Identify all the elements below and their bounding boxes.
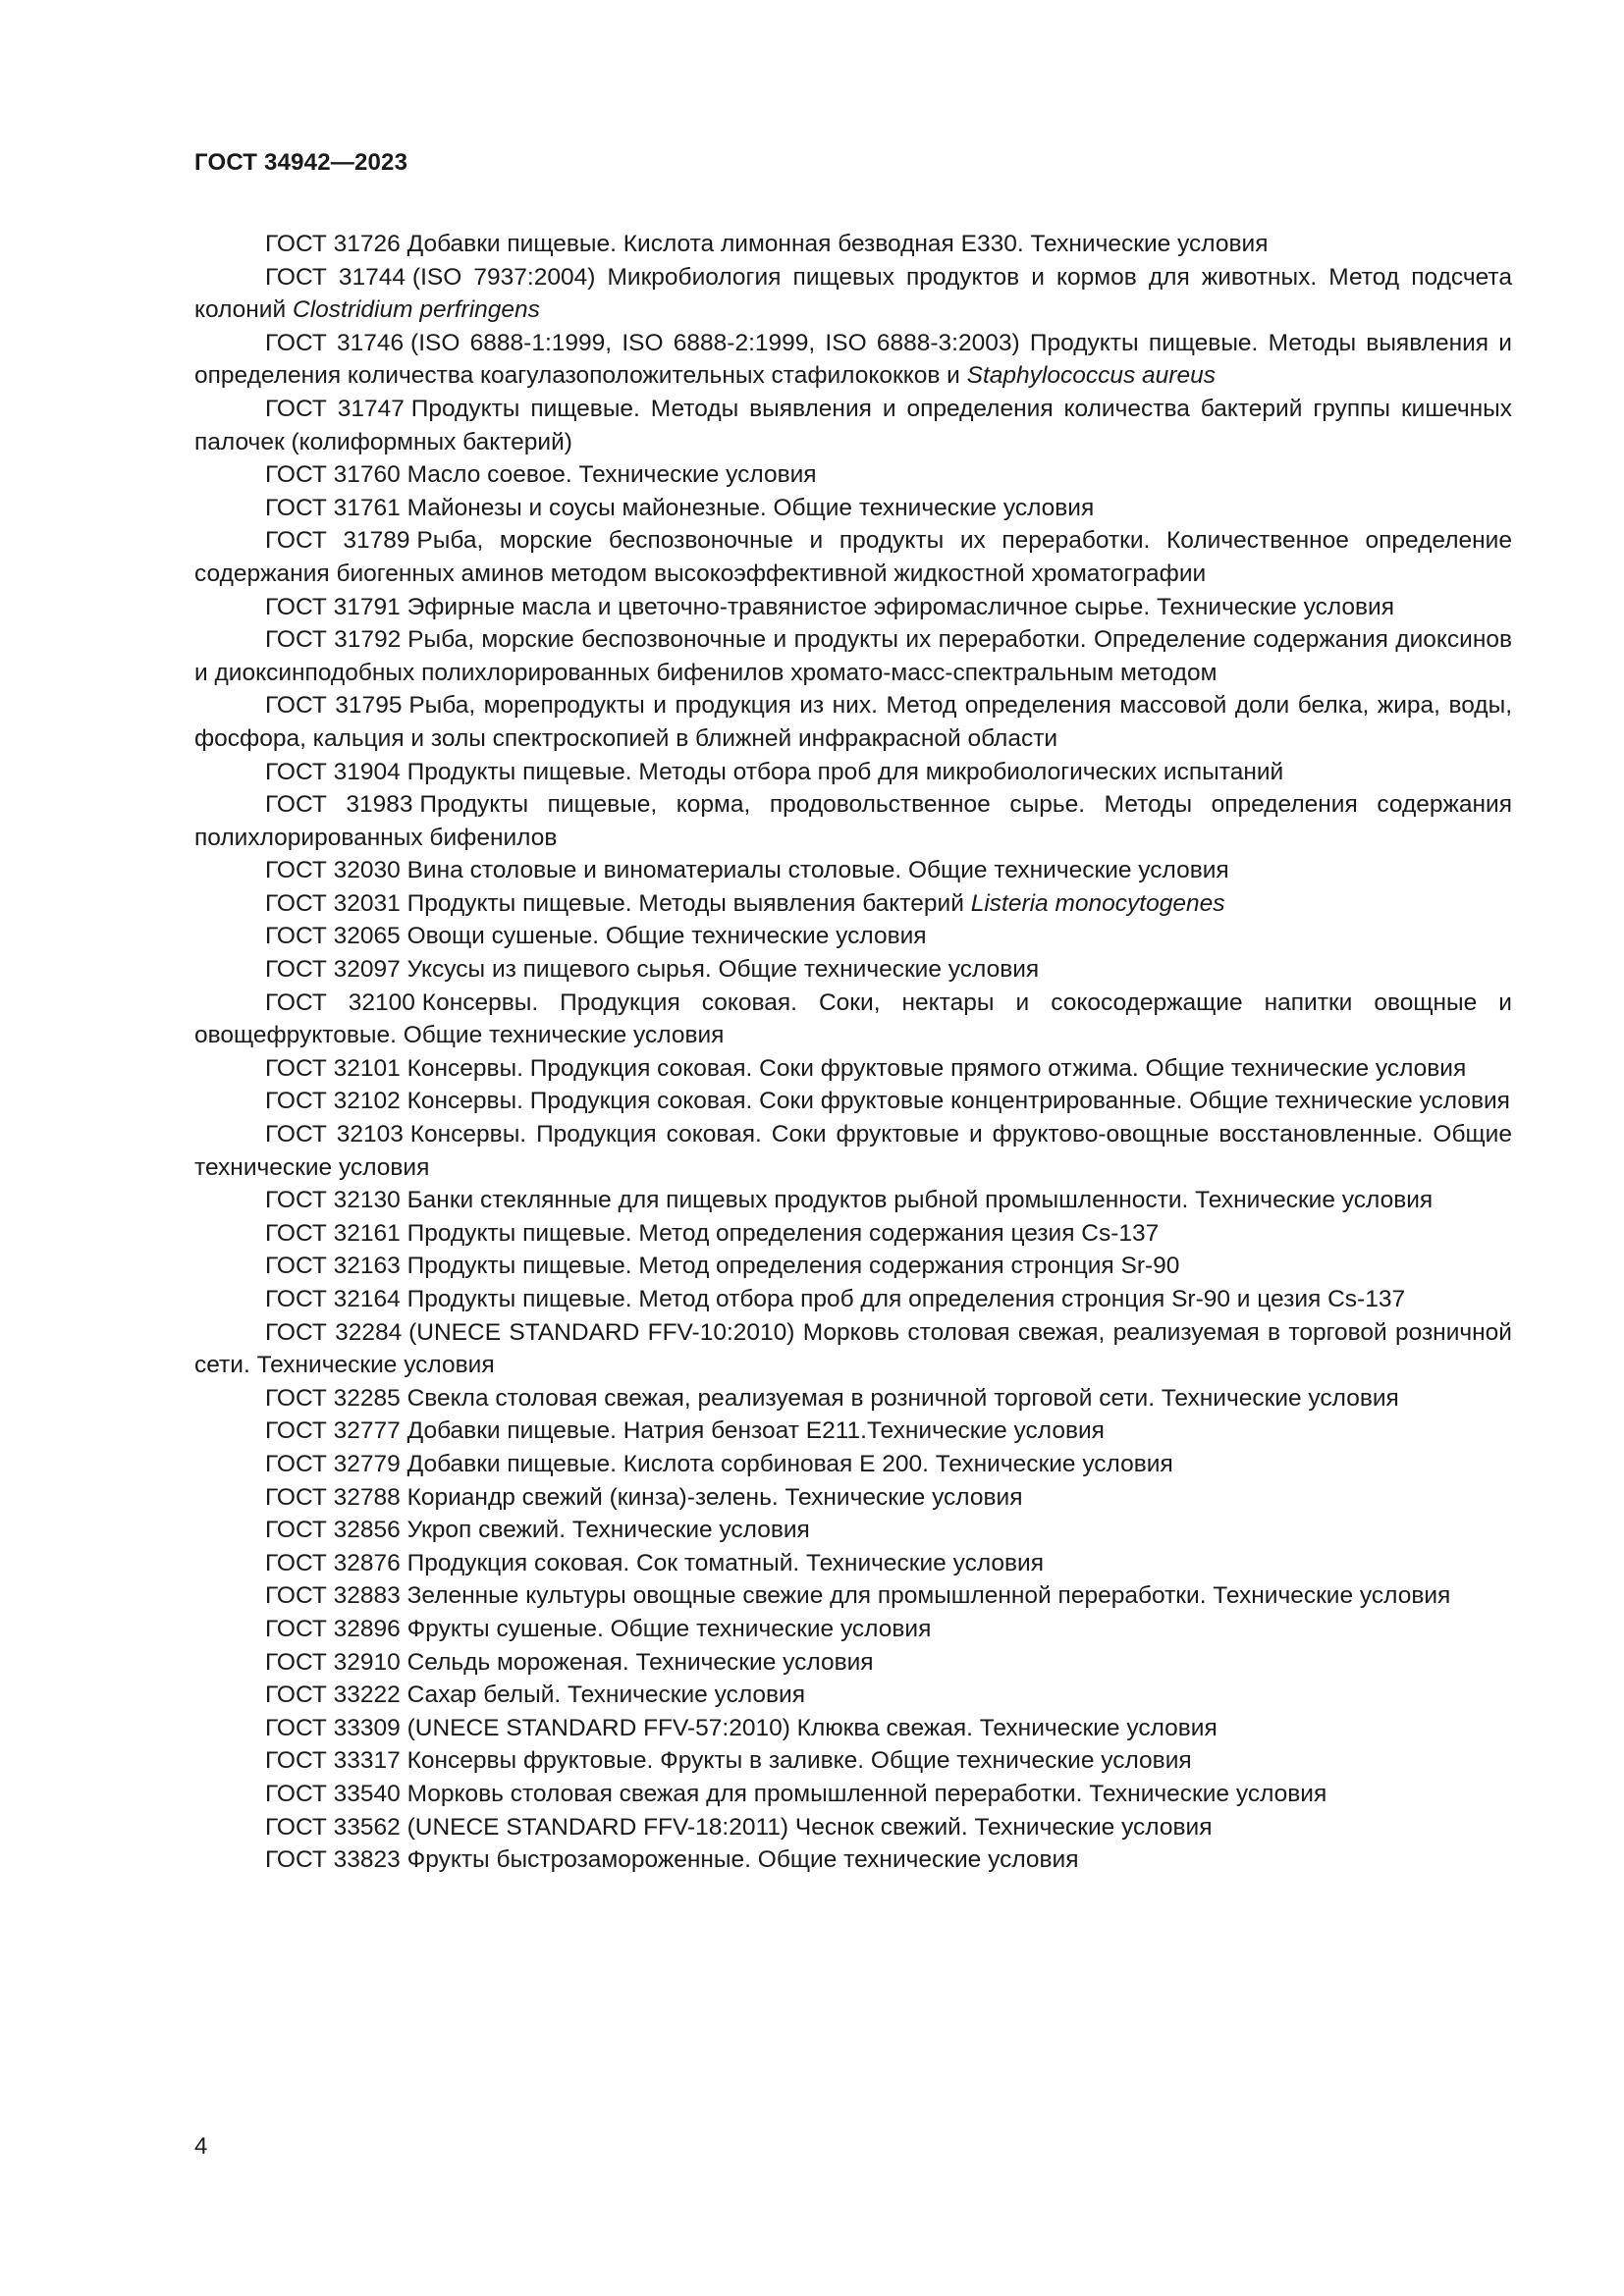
- reference-item: [194, 1613, 1512, 1646]
- reference-code: ГОСТ 31791: [265, 593, 401, 620]
- reference-title: Рыба, морские беспозвоночные и продукты их переработки. Количественное определение содержания биогенных аминов методом высокоэффективной жидкостной хроматографии: [194, 527, 1512, 587]
- reference-code: ГОСТ 32130: [265, 1187, 401, 1214]
- reference-title: Продукты пищевые. Метод определения содержания цезия Cs-137: [406, 1219, 1160, 1247]
- reference-code: ГОСТ 32097: [265, 956, 401, 984]
- reference-item: [194, 1283, 1512, 1316]
- reference-item: [194, 788, 1512, 854]
- reference-code: ГОСТ 33317: [265, 1747, 401, 1775]
- reference-title: Консервы. Продукция соковая. Соки фруктовые концентрированные. Общие технические условия: [406, 1088, 1510, 1115]
- reference-item: [194, 1184, 1512, 1217]
- reference-item: [194, 1514, 1512, 1547]
- reference-title: Овощи сушеные. Общие технические условия: [406, 923, 927, 950]
- reference-code: ГОСТ 31747: [265, 395, 405, 422]
- reference-item: [194, 1085, 1512, 1118]
- reference-code: ГОСТ 31726: [265, 231, 401, 257]
- reference-title: Свекла столовая свежая, реализуемая в розничной торговой сети. Технические условия: [406, 1384, 1399, 1412]
- reference-item: [194, 1118, 1512, 1184]
- reference-item: [194, 1448, 1512, 1481]
- reference-item: [194, 261, 1512, 327]
- reference-item: [194, 854, 1512, 887]
- reference-item: [194, 1052, 1512, 1086]
- reference-item: [194, 1415, 1512, 1448]
- reference-title: Консервы. Продукция соковая. Соки, нектары и сокосодержащие напитки овощные и овощефруктовые. Общие технические условия: [194, 988, 1512, 1049]
- reference-item: [194, 920, 1512, 953]
- normative-references-list: [194, 228, 1512, 1877]
- reference-title: Сахар белый. Технические условия: [406, 1682, 806, 1709]
- reference-title: Эфирные масла и цветочно-травянистое эфиромасличное сырье. Технические условия: [406, 593, 1394, 620]
- reference-title: Консервы фруктовые. Фрукты в заливке. Общие технические условия: [406, 1747, 1192, 1775]
- reference-title: (UNECE STANDARD FFV-10:2010) Морковь столовая свежая, реализуемая в торговой розничной сети. Технические условия: [194, 1318, 1512, 1379]
- reference-title: Рыба, морские беспозвоночные и продукты их переработки. Определение содержания диоксинов и диоксинподобных полихлорированных бифенилов хромато-масс-спектральным методом: [194, 626, 1512, 686]
- reference-title: Банки стеклянные для пищевых продуктов рыбной промышленности. Технические условия: [406, 1187, 1434, 1214]
- reference-title: Уксусы из пищевого сырья. Общие технические условия: [406, 956, 1040, 984]
- reference-title: Масло соевое. Технические условия: [406, 461, 817, 489]
- reference-code: ГОСТ 33823: [265, 1846, 401, 1874]
- reference-title: Продукция соковая. Сок томатный. Технические условия: [406, 1549, 1045, 1576]
- reference-title: (UNECE STANDARD FFV-57:2010) Клюква свежая. Технические условия: [406, 1714, 1218, 1741]
- reference-code: ГОСТ 32102: [265, 1088, 401, 1115]
- reference-item: [194, 1843, 1512, 1877]
- reference-item: [194, 1316, 1512, 1382]
- reference-item: [194, 591, 1512, 624]
- reference-title: Добавки пищевые. Кислота сорбиновая Е 200. Технические условия: [406, 1450, 1173, 1477]
- reference-title: Добавки пищевые. Кислота лимонная безводная Е330. Технические условия: [406, 231, 1269, 257]
- reference-code: ГОСТ 31746: [265, 329, 405, 356]
- reference-code: ГОСТ 32777: [265, 1417, 401, 1445]
- reference-code: ГОСТ 32856: [265, 1517, 401, 1544]
- reference-code: ГОСТ 31904: [265, 758, 401, 785]
- reference-item: [194, 228, 1512, 261]
- reference-code: ГОСТ 33222: [265, 1682, 401, 1709]
- reference-code: ГОСТ 32284: [265, 1318, 403, 1346]
- reference-title: Добавки пищевые. Натрия бензоат Е211.Технические условия: [406, 1417, 1105, 1445]
- reference-title: Кориандр свежий (кинза)-зелень. Технические условия: [406, 1483, 1023, 1511]
- reference-code: ГОСТ 32031: [265, 889, 401, 917]
- reference-title: Продукты пищевые, корма, продовольственное сырье. Методы определения содержания полихлорированных бифенилов: [194, 791, 1512, 851]
- reference-item: [194, 987, 1512, 1052]
- reference-item: [194, 689, 1512, 755]
- reference-title: Продукты пищевые. Метод определения содержания стронция Sr-90: [406, 1253, 1180, 1280]
- reference-code: ГОСТ 31983: [265, 791, 413, 819]
- reference-item: [194, 1646, 1512, 1680]
- reference-item: [194, 1217, 1512, 1251]
- reference-title: Фрукты сушеные. Общие технические условия: [406, 1615, 932, 1642]
- reference-item: [194, 1744, 1512, 1778]
- reference-title: Консервы. Продукция соковая. Соки фруктовые прямого отжима. Общие технические условия: [406, 1054, 1467, 1082]
- page-number: 4: [194, 2133, 208, 2160]
- reference-title: Фрукты быстрозамороженные. Общие технические условия: [406, 1846, 1079, 1874]
- reference-item: [194, 1382, 1512, 1415]
- reference-item: [194, 327, 1512, 393]
- reference-item: [194, 1250, 1512, 1283]
- reference-title: Морковь столовая свежая для промышленной переработки. Технические условия: [406, 1780, 1327, 1807]
- reference-item: [194, 1811, 1512, 1844]
- reference-item: [194, 393, 1512, 458]
- reference-title: Майонезы и соусы майонезные. Общие технические условия: [406, 494, 1095, 521]
- reference-title: Продукты пищевые. Метод отбора проб для определения стронция Sr-90 и цезия Cs-137: [406, 1286, 1406, 1312]
- reference-item: [194, 492, 1512, 525]
- reference-code: ГОСТ 33309: [265, 1714, 401, 1741]
- reference-code: ГОСТ 32164: [265, 1286, 401, 1312]
- reference-title: Продукты пищевые. Методы выявления и определения количества бактерий группы кишечных палочек (колиформных бактерий): [194, 395, 1512, 455]
- reference-code: ГОСТ 32896: [265, 1615, 401, 1642]
- reference-item: [194, 458, 1512, 492]
- reference-code: ГОСТ 31744: [265, 263, 406, 291]
- reference-code: ГОСТ 33562: [265, 1813, 401, 1841]
- reference-item: [194, 756, 1512, 789]
- reference-code: ГОСТ 31792: [265, 626, 402, 654]
- reference-title-italic: Listeria monocytogenes: [970, 889, 1225, 917]
- reference-code: ГОСТ 31795: [265, 692, 403, 720]
- reference-code: ГОСТ 32876: [265, 1549, 401, 1576]
- reference-item: [194, 1712, 1512, 1745]
- reference-title: (ISO 7937:2004) Микробиология пищевых продуктов и кормов для животных. Метод подсчета колоний: [194, 263, 1512, 324]
- reference-code: ГОСТ 33540: [265, 1780, 401, 1807]
- reference-code: ГОСТ 31761: [265, 494, 401, 521]
- reference-code: ГОСТ 32065: [265, 923, 401, 950]
- reference-title: Вина столовые и виноматериалы столовые. Общие технические условия: [406, 857, 1229, 884]
- reference-title: Рыба, морепродукты и продукция из них. Метод определения массовой доли белка, жира, воды, фосфора, кальция и золы спектроскопией в ближней инфракрасной области: [194, 692, 1513, 752]
- reference-item: [194, 1579, 1512, 1613]
- reference-title: Продукты пищевые. Методы выявления бактерий: [406, 889, 971, 917]
- reference-item: [194, 887, 1512, 921]
- reference-code: ГОСТ 31760: [265, 461, 401, 489]
- reference-title: Продукты пищевые. Методы отбора проб для микробиологических испытаний: [406, 758, 1284, 785]
- reference-item: [194, 623, 1512, 689]
- reference-item: [194, 953, 1512, 987]
- reference-code: ГОСТ 32103: [265, 1121, 404, 1148]
- document-header: ГОСТ 34942—2023: [194, 149, 408, 176]
- reference-title: (ISO 6888-1:1999, ISO 6888-2:1999, ISO 6888-3:2003) Продукты пищевые. Методы выявления и определения количества коагулазоположительных стафилококков и: [194, 329, 1512, 390]
- reference-title-italic: Staphylococcus aureus: [966, 362, 1216, 390]
- reference-code: ГОСТ 32161: [265, 1219, 401, 1247]
- reference-item: [194, 1778, 1512, 1811]
- reference-code: ГОСТ 32285: [265, 1384, 401, 1412]
- reference-code: ГОСТ 32779: [265, 1450, 401, 1477]
- reference-code: ГОСТ 32788: [265, 1483, 401, 1511]
- reference-code: ГОСТ 32910: [265, 1648, 401, 1676]
- reference-code: ГОСТ 32101: [265, 1054, 401, 1082]
- reference-title: (UNECE STANDARD FFV-18:2011) Чеснок свежий. Технические условия: [406, 1813, 1213, 1841]
- reference-code: ГОСТ 32163: [265, 1253, 401, 1280]
- reference-item: [194, 524, 1512, 590]
- reference-item: [194, 1679, 1512, 1712]
- reference-code: ГОСТ 32100: [265, 988, 415, 1016]
- reference-code: ГОСТ 31789: [265, 527, 410, 555]
- reference-item: [194, 1481, 1512, 1515]
- reference-title: Укроп свежий. Технические условия: [406, 1517, 810, 1544]
- reference-title: Зеленные культуры овощные свежие для промышленной переработки. Технические условия: [406, 1582, 1451, 1610]
- reference-code: ГОСТ 32883: [265, 1582, 401, 1610]
- reference-title: Консервы. Продукция соковая. Соки фруктовые и фруктово-овощные восстановленные. Общие технические условия: [194, 1121, 1512, 1181]
- reference-item: [194, 1547, 1512, 1580]
- reference-title: Сельдь мороженая. Технические условия: [406, 1648, 874, 1676]
- reference-code: ГОСТ 32030: [265, 857, 401, 884]
- reference-title-italic: Clostridium perfringens: [293, 296, 540, 324]
